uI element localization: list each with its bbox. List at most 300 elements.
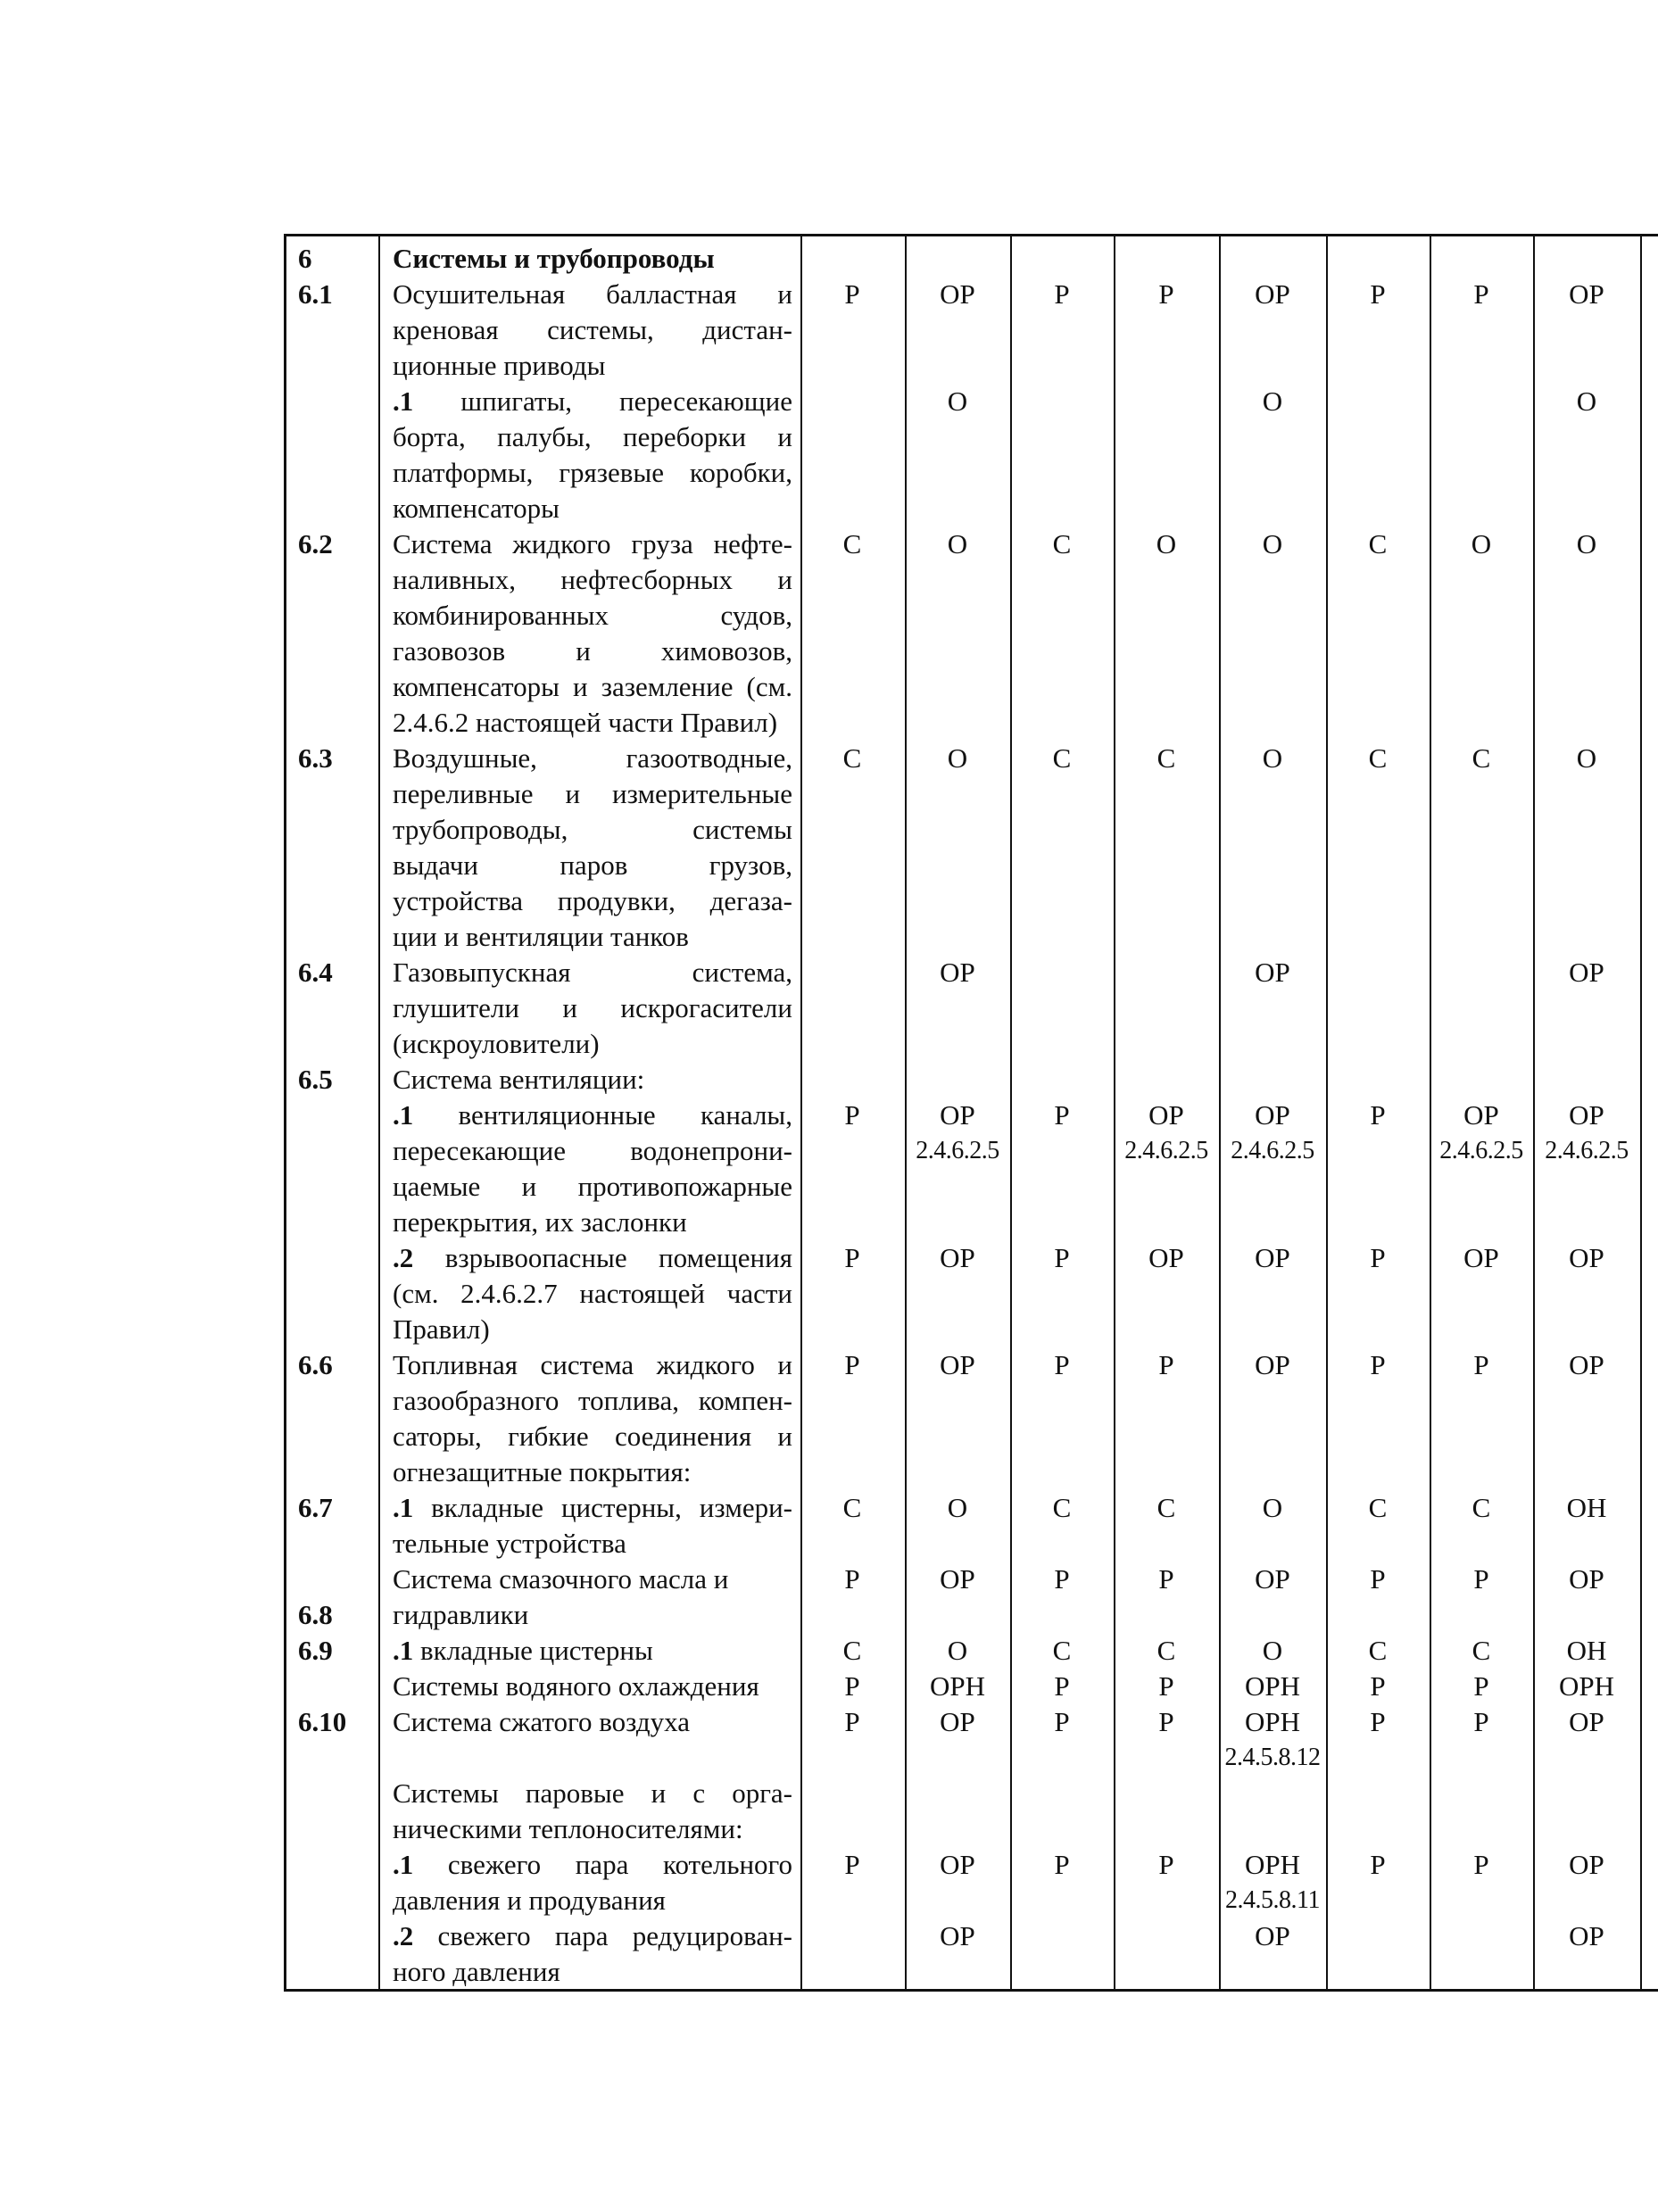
item-marker: .1 <box>393 1492 414 1523</box>
column-divider <box>1326 234 1328 1992</box>
cell-value: ОР <box>940 1920 975 1951</box>
description-text: цаемые и противопожарные <box>393 1171 792 1202</box>
value-cell <box>908 384 1007 419</box>
row-description <box>393 1597 792 1633</box>
cell-reference: 2.4.6.2.5 <box>1124 1137 1208 1164</box>
description-line <box>393 384 792 419</box>
description-text: борта, палубы, переборки и <box>393 421 792 452</box>
item-marker: .1 <box>393 1849 414 1880</box>
cell-value: Р <box>1370 278 1386 310</box>
value-cell <box>1538 1704 1636 1740</box>
cell-value: С <box>1368 1635 1388 1666</box>
value-cell <box>908 1490 1007 1526</box>
cell-value: ОРН <box>1244 1706 1300 1737</box>
row-description <box>393 1240 792 1347</box>
value-cell <box>908 1918 1007 1954</box>
value-cell <box>1223 1704 1322 1776</box>
column-divider <box>1640 234 1642 1992</box>
description-line <box>393 990 792 1026</box>
description-text: Газовыпускная система, <box>393 957 792 988</box>
cell-value: Р <box>1158 278 1174 310</box>
value-cell <box>1538 1490 1636 1526</box>
value-cell <box>908 1240 1007 1276</box>
description-text: ного давления <box>393 1956 560 1987</box>
cell-value: О <box>1576 528 1597 559</box>
cell-value: Р <box>1370 1706 1386 1737</box>
cell-value: Р <box>1473 1563 1489 1595</box>
column-divider <box>1114 234 1115 1992</box>
cell-value: Р <box>1158 1849 1174 1880</box>
cell-value: Р <box>1054 1849 1070 1880</box>
cell-value: С <box>1156 1492 1176 1523</box>
description-line <box>393 419 792 455</box>
cell-reference: 2.4.6.2.5 <box>916 1137 999 1164</box>
description-text: давления и продувания <box>393 1885 666 1916</box>
cell-value: ОР <box>940 1563 975 1595</box>
description-line <box>393 634 792 669</box>
description-line <box>393 705 792 741</box>
cell-value: С <box>1471 1492 1491 1523</box>
value-cell <box>1223 741 1322 776</box>
cell-value: ОР <box>1569 957 1604 988</box>
row-number: 6.10 <box>298 1706 347 1737</box>
cell-value: Р <box>1158 1349 1174 1380</box>
value-cell <box>1013 526 1111 562</box>
description-text: комбинированных судов, <box>393 600 792 631</box>
value-cell <box>1538 741 1636 776</box>
description-line <box>393 776 792 812</box>
description-text: ции и вентиляции танков <box>393 921 689 952</box>
cell-value: ОРН <box>1244 1670 1300 1702</box>
cell-value: О <box>1156 528 1177 559</box>
description-text: глушители и искрогасители <box>393 992 792 1023</box>
value-cell <box>1223 1669 1322 1704</box>
cell-value: Р <box>1158 1706 1174 1737</box>
cell-value: Р <box>1054 1706 1070 1737</box>
cell-value: ОР <box>1569 278 1604 310</box>
cell-value: ОР <box>1569 1849 1604 1880</box>
description-text: ционные приводы <box>393 350 606 381</box>
cell-value: С <box>1471 1635 1491 1666</box>
value-cell <box>1538 1562 1636 1597</box>
description-line <box>393 1633 792 1669</box>
value-cell <box>1013 1669 1111 1704</box>
cell-reference: 2.4.5.8.12 <box>1224 1744 1321 1771</box>
value-cell <box>1329 277 1427 312</box>
cell-value: С <box>842 1492 862 1523</box>
value-cell <box>1013 277 1111 312</box>
value-cell <box>908 1669 1007 1704</box>
cell-value: Р <box>1473 278 1489 310</box>
value-cell <box>803 1704 901 1740</box>
description-text: вентиляционные каналы, <box>413 1099 792 1131</box>
description-text: (см. 2.4.6.2.7 настоящей части <box>393 1278 792 1309</box>
row-description <box>393 1776 792 1847</box>
cell-value: ОРН <box>1244 1849 1300 1880</box>
cell-value: Р <box>1054 1349 1070 1380</box>
cell-value: Р <box>844 1242 860 1273</box>
description-text: Система сжатого воздуха <box>393 1706 690 1737</box>
cell-value: С <box>842 742 862 774</box>
value-cell <box>803 1562 901 1597</box>
value-cell <box>1223 1633 1322 1669</box>
cell-value: О <box>1471 528 1492 559</box>
row-description <box>393 741 792 955</box>
row-description <box>393 1669 792 1704</box>
description-text: трубопроводы, системы <box>393 814 792 845</box>
row-description <box>393 277 792 384</box>
value-cell <box>803 1098 901 1133</box>
row-number: 6.7 <box>298 1492 333 1523</box>
cell-value: Р <box>1370 1849 1386 1880</box>
description-text: вкладные цистерны <box>413 1635 653 1666</box>
description-text: компенсаторы <box>393 493 560 524</box>
value-cell <box>1013 1847 1111 1883</box>
value-cell <box>1432 1669 1530 1704</box>
cell-value: С <box>1052 528 1072 559</box>
cell-value: О <box>1262 1492 1283 1523</box>
value-cell <box>1432 1562 1530 1597</box>
description-text: (искроуловители) <box>393 1028 600 1059</box>
value-cell <box>1432 1240 1530 1276</box>
description-line <box>393 1312 792 1347</box>
cell-value: Р <box>844 1099 860 1131</box>
description-line <box>393 955 792 990</box>
column-divider <box>905 234 907 1992</box>
row-number: 6.3 <box>298 742 333 774</box>
value-cell <box>1432 741 1530 776</box>
value-cell <box>908 1347 1007 1383</box>
cell-value: Р <box>1473 1706 1489 1737</box>
cell-value: ОР <box>1463 1099 1499 1131</box>
column-divider <box>1533 234 1535 1992</box>
value-cell <box>1432 1098 1530 1169</box>
cell-value: Р <box>1158 1563 1174 1595</box>
cell-value: ОР <box>1255 1242 1290 1273</box>
cell-value: О <box>1262 385 1283 417</box>
cell-value: Р <box>844 1563 860 1595</box>
description-text: газообразного топлива, компен- <box>393 1385 792 1416</box>
value-cell <box>1223 955 1322 990</box>
cell-value: ОР <box>940 1349 975 1380</box>
value-cell <box>803 1490 901 1526</box>
description-text: креновая системы, дистан- <box>393 314 792 345</box>
row-number: 6.1 <box>298 278 333 310</box>
cell-value: ОР <box>1148 1242 1184 1273</box>
value-cell <box>908 741 1007 776</box>
description-text: Топливная система жидкого и <box>393 1349 792 1380</box>
cell-value: ОР <box>940 1706 975 1737</box>
cell-value: ОР <box>1255 1920 1290 1951</box>
description-text: платформы, грязевые коробки, <box>393 457 792 488</box>
cell-value: Р <box>1054 1242 1070 1273</box>
cell-value: ОР <box>1255 278 1290 310</box>
value-cell <box>1538 1633 1636 1669</box>
description-line <box>393 883 792 919</box>
cell-value: С <box>1368 528 1388 559</box>
cell-value: ОР <box>940 1099 975 1131</box>
cell-value: Р <box>1054 278 1070 310</box>
cell-value: Р <box>844 1849 860 1880</box>
cell-value: Р <box>1054 1099 1070 1131</box>
value-cell <box>908 1098 1007 1169</box>
description-text: тельные устройства <box>393 1528 626 1559</box>
value-cell <box>1329 1098 1427 1133</box>
column-divider <box>378 234 380 1992</box>
cell-reference: 2.4.6.2.5 <box>1231 1137 1314 1164</box>
cell-value: С <box>1052 1492 1072 1523</box>
value-cell <box>1538 1098 1636 1169</box>
cell-value: ОР <box>1569 1349 1604 1380</box>
value-cell <box>1117 277 1215 312</box>
value-cell <box>1329 1669 1427 1704</box>
row-number: 6.5 <box>298 1064 333 1095</box>
row-description <box>393 1562 792 1597</box>
value-cell <box>1013 1490 1111 1526</box>
description-line <box>393 1847 792 1883</box>
cell-value: Р <box>844 278 860 310</box>
value-cell <box>803 526 901 562</box>
item-marker: .1 <box>393 1099 414 1131</box>
description-line <box>393 277 792 312</box>
cell-value: С <box>1156 1635 1176 1666</box>
description-text: переливные и измерительные <box>393 778 792 809</box>
value-cell <box>803 1347 901 1383</box>
description-text: взрывоопасные помещения <box>413 1242 792 1273</box>
cell-value: ОРН <box>1558 1670 1614 1702</box>
value-cell <box>1117 1633 1215 1669</box>
description-line <box>393 1205 792 1240</box>
cell-value: С <box>1156 742 1176 774</box>
description-line <box>393 491 792 526</box>
cell-value: ОРН <box>929 1670 985 1702</box>
row-description <box>393 1847 792 1918</box>
cell-value: ОР <box>940 1849 975 1880</box>
value-cell <box>1329 1562 1427 1597</box>
row-description <box>393 1490 792 1562</box>
cell-value: О <box>1576 385 1597 417</box>
value-cell <box>1223 1918 1322 1954</box>
value-cell <box>1117 1669 1215 1704</box>
cell-value: ОР <box>1255 1099 1290 1131</box>
cell-value: О <box>947 1635 968 1666</box>
value-cell <box>1117 1347 1215 1383</box>
description-line <box>393 812 792 848</box>
description-line <box>393 598 792 634</box>
row-description <box>393 1918 792 1990</box>
value-cell <box>908 1633 1007 1669</box>
cell-value: Р <box>844 1349 860 1380</box>
row-number: 6.4 <box>298 957 333 988</box>
description-line <box>393 1490 792 1526</box>
value-cell <box>1432 1704 1530 1740</box>
value-cell <box>803 277 901 312</box>
description-text: гидравлики <box>393 1599 529 1630</box>
cell-value: Р <box>1473 1670 1489 1702</box>
description-line <box>393 348 792 384</box>
description-line <box>393 1562 792 1597</box>
row-description <box>393 1704 792 1740</box>
cell-value: Р <box>1370 1349 1386 1380</box>
cell-value: О <box>1262 1635 1283 1666</box>
row-number: 6.8 <box>298 1599 333 1630</box>
description-line <box>393 848 792 883</box>
item-marker: .2 <box>393 1920 414 1951</box>
requirements-table <box>284 234 1658 1992</box>
cell-value: Р <box>1054 1670 1070 1702</box>
description-line <box>393 1419 792 1454</box>
description-line <box>393 1454 792 1490</box>
cell-reference: 2.4.6.2.5 <box>1439 1137 1523 1164</box>
description-text: наливных, нефтесборных и <box>393 564 792 595</box>
cell-value: ОР <box>940 1242 975 1273</box>
value-cell <box>1329 1704 1427 1740</box>
description-line <box>393 1347 792 1383</box>
cell-value: ОР <box>1463 1242 1499 1273</box>
value-cell <box>1432 1847 1530 1883</box>
value-cell <box>1223 526 1322 562</box>
description-text: пересекающие водонепрони- <box>393 1135 792 1166</box>
value-cell <box>908 277 1007 312</box>
value-cell <box>803 1847 901 1883</box>
value-cell <box>1117 1490 1215 1526</box>
value-cell <box>803 1669 901 1704</box>
cell-value: ОР <box>940 957 975 988</box>
description-text: Система смазочного масла и <box>393 1563 729 1595</box>
description-text: вкладные цистерны, измери- <box>413 1492 792 1523</box>
value-cell <box>1013 1704 1111 1740</box>
cell-value: ОР <box>1255 1563 1290 1595</box>
value-cell <box>1432 1347 1530 1383</box>
cell-value: ОР <box>1148 1099 1184 1131</box>
value-cell <box>1329 1240 1427 1276</box>
cell-value: О <box>947 1492 968 1523</box>
row-number: 6.9 <box>298 1635 333 1666</box>
row-description <box>393 384 792 526</box>
cell-value: ОР <box>940 278 975 310</box>
item-marker: .1 <box>393 385 414 417</box>
value-cell <box>908 1704 1007 1740</box>
cell-value: ОР <box>1255 1349 1290 1380</box>
cell-value: Р <box>844 1706 860 1737</box>
cell-value: С <box>1368 1492 1388 1523</box>
value-cell <box>1538 1240 1636 1276</box>
value-cell <box>1013 1562 1111 1597</box>
cell-value: ОР <box>1569 1920 1604 1951</box>
value-cell <box>1013 1098 1111 1133</box>
value-cell <box>1538 526 1636 562</box>
cell-value: С <box>1052 742 1072 774</box>
description-line <box>393 1383 792 1419</box>
value-cell <box>1223 384 1322 419</box>
value-cell <box>803 741 901 776</box>
cell-value: С <box>1052 1635 1072 1666</box>
value-cell <box>1013 1240 1111 1276</box>
value-cell <box>1432 1633 1530 1669</box>
description-line <box>393 1133 792 1169</box>
cell-reference: 2.4.6.2.5 <box>1545 1137 1629 1164</box>
value-cell <box>1223 1562 1322 1597</box>
value-cell <box>1223 1847 1322 1918</box>
description-line <box>393 1240 792 1276</box>
description-text: саторы, гибкие соединения и <box>393 1421 792 1452</box>
description-text: компенсаторы и заземление (см. <box>393 671 792 702</box>
value-cell <box>1329 526 1427 562</box>
value-cell <box>908 955 1007 990</box>
cell-value: С <box>1471 742 1491 774</box>
value-cell <box>803 1633 901 1669</box>
cell-value: ОР <box>1255 957 1290 988</box>
value-cell <box>1117 1704 1215 1740</box>
cell-value: Р <box>1370 1242 1386 1273</box>
description-line <box>393 1883 792 1918</box>
value-cell <box>908 1847 1007 1883</box>
description-text: газовозов и химовозов, <box>393 635 792 667</box>
description-text: шпигаты, пересекающие <box>413 385 792 417</box>
row-description <box>393 955 792 1062</box>
row-description <box>393 1347 792 1490</box>
value-cell <box>1432 1490 1530 1526</box>
description-line <box>393 1811 792 1847</box>
value-cell <box>1117 1098 1215 1169</box>
cell-value: О <box>947 528 968 559</box>
value-cell <box>1432 277 1530 312</box>
value-cell <box>1538 1669 1636 1704</box>
description-text: Система жидкого груза нефте- <box>393 528 792 559</box>
description-line <box>393 312 792 348</box>
cell-value: О <box>947 385 968 417</box>
cell-value: Р <box>1370 1670 1386 1702</box>
value-cell <box>1538 1847 1636 1883</box>
value-cell <box>1538 384 1636 419</box>
description-text: Системы водяного охлаждения <box>393 1670 759 1702</box>
value-cell <box>1117 741 1215 776</box>
cell-value: ОН <box>1566 1492 1607 1523</box>
cell-value: О <box>1576 742 1597 774</box>
value-cell <box>1432 526 1530 562</box>
row-number: 6.6 <box>298 1349 333 1380</box>
value-cell <box>1117 1240 1215 1276</box>
item-marker: .2 <box>393 1242 414 1273</box>
description-text: 2.4.6.2 настоящей части Правил) <box>393 707 778 738</box>
row-description <box>393 1633 792 1669</box>
description-line <box>393 1597 792 1633</box>
cell-value: Р <box>1473 1349 1489 1380</box>
cell-value: С <box>842 1635 862 1666</box>
description-text: Система вентиляции: <box>393 1064 645 1095</box>
description-line <box>393 669 792 705</box>
value-cell <box>1117 1847 1215 1883</box>
cell-value: Р <box>1370 1099 1386 1131</box>
description-text: перекрытия, их заслонки <box>393 1206 687 1238</box>
row-number: 6.2 <box>298 528 333 559</box>
value-cell <box>1013 1633 1111 1669</box>
description-line <box>393 1062 792 1098</box>
value-cell <box>1329 1633 1427 1669</box>
value-cell <box>1223 277 1322 312</box>
description-line <box>393 455 792 491</box>
column-divider <box>1010 234 1012 1992</box>
description-line <box>393 562 792 598</box>
value-cell <box>1329 1490 1427 1526</box>
value-cell <box>908 1562 1007 1597</box>
cell-value: ОН <box>1566 1635 1607 1666</box>
description-text: ническими теплоносителями: <box>393 1813 743 1844</box>
section-title: Системы и трубопроводы <box>393 243 715 274</box>
description-line <box>393 1776 792 1811</box>
description-line <box>393 526 792 562</box>
cell-value: ОР <box>1569 1563 1604 1595</box>
